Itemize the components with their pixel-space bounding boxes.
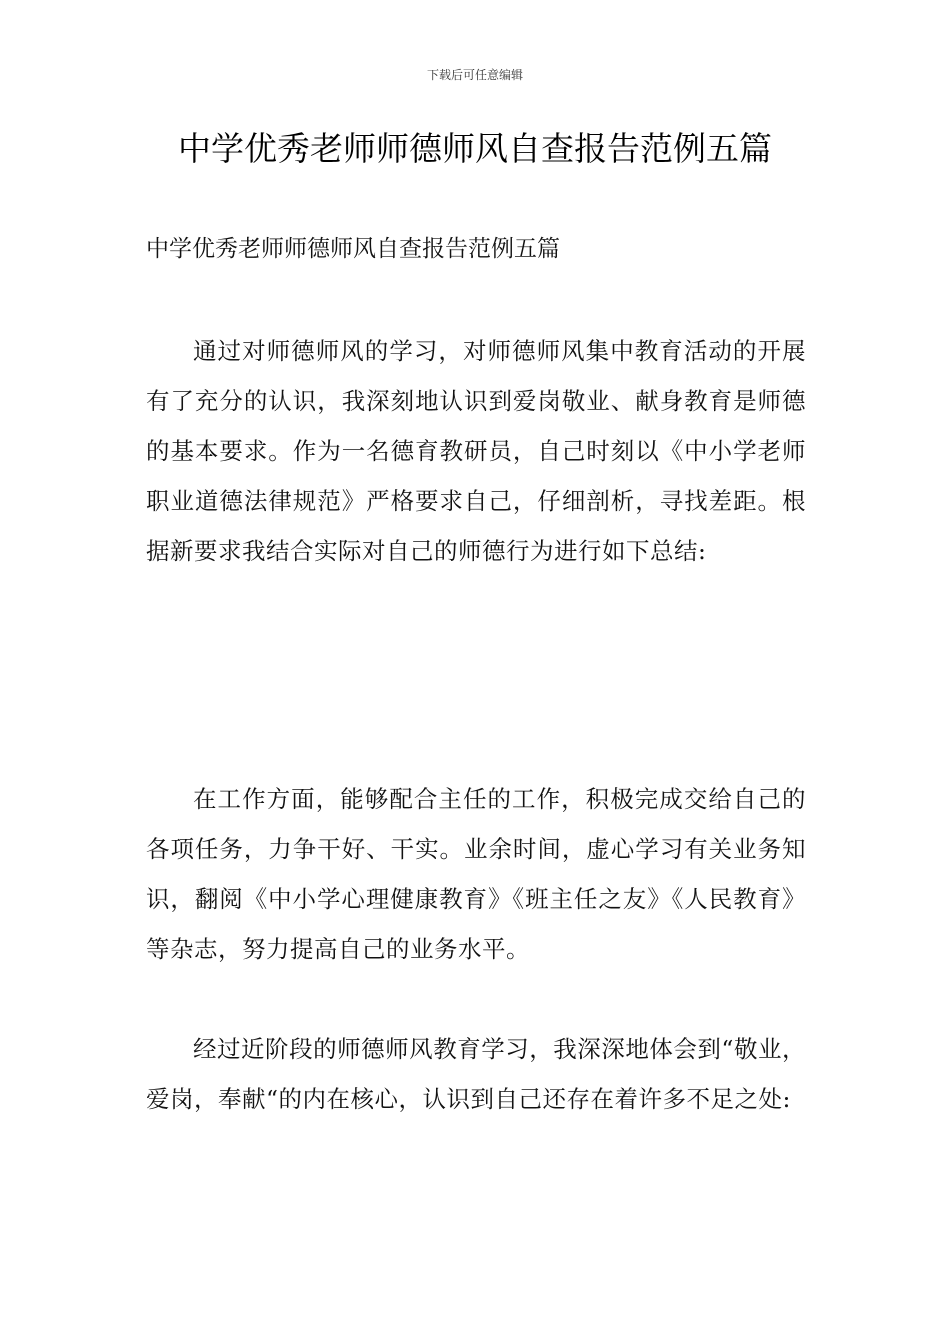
document-title: 中学优秀老师师德师风自查报告范例五篇 — [178, 129, 772, 168]
paragraph-3: 经过近阶段的师德师风教育学习，我深深地体会到“敬业，爱岗，奉献“的内在核心，认识到自己还存在着许多不足之处: — [146, 1035, 806, 1113]
paragraph-2: 在工作方面，能够配合主任的工作，积极完成交给自己的各项任务，力争干好、干实。业余时间，虚心学习有关业务知识，翻阅《中小学心理健康教育》《班主任之友》《人民教育》等杂志，努力提高自己的业务水平。 — [146, 785, 806, 963]
paragraph-1: 通过对师德师风的学习，对师德师风集中教育活动的开展有了充分的认识，我深刻地认识到爱岗敬业、献身教育是师德的基本要求。作为一名德育教研员，自己时刻以《中小学老师职业道德法律规范》严格要求自己，仔细剖析，寻找差距。根据新要求我结合实际对自己的师德行为进行如下总结: — [146, 337, 806, 565]
header-note: 下载后可任意编辑 — [426, 68, 523, 82]
document-subtitle: 中学优秀老师师德师风自查报告范例五篇 — [146, 236, 560, 262]
